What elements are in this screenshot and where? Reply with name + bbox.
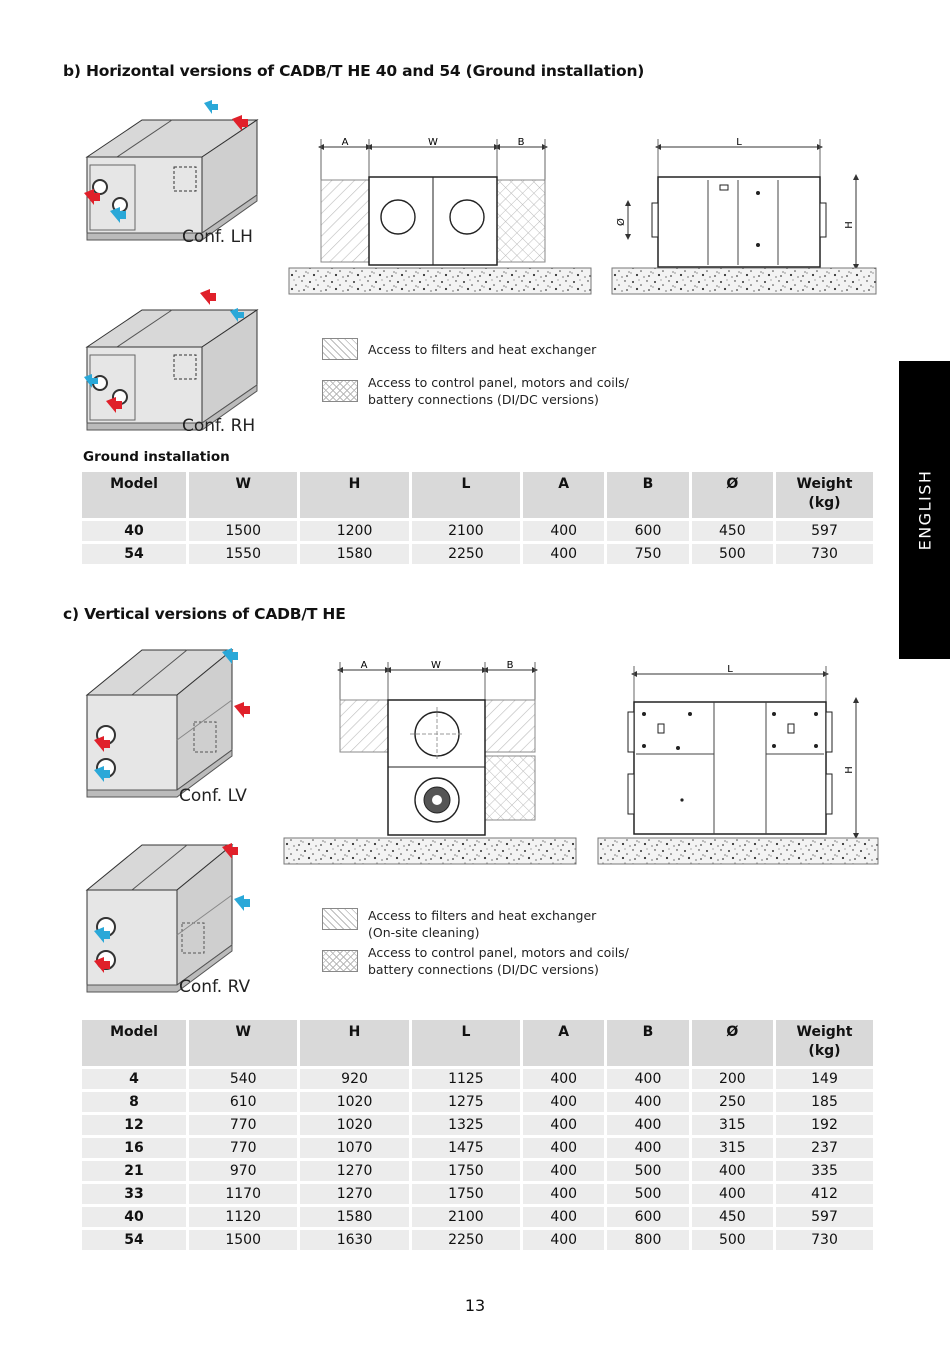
legend-text-filters-line2: (On-site cleaning) (368, 925, 480, 940)
cell-diameter: 315 (692, 1138, 773, 1158)
cell-l: 1750 (412, 1184, 520, 1204)
table-row (82, 1207, 873, 1227)
cell-weight: 149 (776, 1069, 873, 1089)
cell-a: 400 (523, 521, 604, 541)
cell-weight: 597 (776, 521, 873, 541)
header-weight-line2: (kg) (808, 1043, 841, 1059)
cell-l: 2250 (412, 544, 520, 564)
legend-text-filters (368, 907, 596, 941)
air-intake-arrow-icon (204, 100, 218, 114)
header-weight-line1: Weight (796, 1024, 853, 1040)
cell-l: 2100 (412, 521, 520, 541)
air-intake-arrow-icon (234, 895, 250, 911)
cell-h: 1270 (300, 1161, 408, 1181)
cell-weight: 597 (776, 1207, 873, 1227)
header-weight (776, 472, 873, 518)
cell-diameter: 500 (692, 544, 773, 564)
cell-w: 1550 (189, 544, 297, 564)
cell-l: 2250 (412, 1230, 520, 1250)
cell-a: 400 (523, 1184, 604, 1204)
legend-text-filters: Access to filters and heat exchanger (368, 342, 597, 357)
legend-text-control-line1: Access to control panel, motors and coils/ (368, 945, 629, 960)
header-weight (776, 1020, 873, 1066)
header-diameter: Ø (692, 472, 773, 518)
cell-b: 600 (607, 521, 688, 541)
cell-diameter: 450 (692, 1207, 773, 1227)
cell-b: 500 (607, 1161, 688, 1181)
cell-model: 4 (82, 1069, 186, 1089)
cell-weight: 185 (776, 1092, 873, 1112)
cell-h: 1020 (300, 1115, 408, 1135)
header-model: Model (82, 1020, 186, 1066)
cell-model: 33 (82, 1184, 186, 1204)
legend-swatch-filters (322, 908, 358, 930)
legend-swatch-control (322, 950, 358, 972)
dim-label-b: B (517, 137, 525, 148)
legend-text-control (368, 944, 629, 978)
cell-diameter: 400 (692, 1184, 773, 1204)
cell-a: 400 (523, 1207, 604, 1227)
cell-weight: 237 (776, 1138, 873, 1158)
cell-l: 1125 (412, 1069, 520, 1089)
dim-label-a: A (341, 137, 349, 148)
cell-diameter: 250 (692, 1092, 773, 1112)
cell-model: 12 (82, 1115, 186, 1135)
cell-weight: 412 (776, 1184, 873, 1204)
table-row (82, 1115, 873, 1135)
dim-label-h: H (844, 766, 855, 774)
cell-h: 1580 (300, 544, 408, 564)
page-number: 13 (464, 1296, 486, 1315)
dim-label-b: B (506, 660, 514, 671)
legend-text-control (368, 374, 629, 408)
header-a: A (523, 472, 604, 518)
cell-b: 600 (607, 1207, 688, 1227)
cell-model: 21 (82, 1161, 186, 1181)
unit-illustration-lv (82, 640, 272, 810)
header-h: H (300, 1020, 408, 1066)
cell-diameter: 200 (692, 1069, 773, 1089)
header-a: A (523, 1020, 604, 1066)
header-b: B (607, 472, 688, 518)
horizontal-side-view-drawing (608, 125, 880, 300)
cell-b: 500 (607, 1184, 688, 1204)
legend-text-control-line1: Access to control panel, motors and coils/ (368, 375, 629, 390)
table-row (82, 544, 873, 564)
conf-rv-label: Conf. RV (179, 977, 251, 997)
header-l: L (412, 1020, 520, 1066)
cell-b: 400 (607, 1092, 688, 1112)
cell-weight: 192 (776, 1115, 873, 1135)
cell-l: 1750 (412, 1161, 520, 1181)
dim-label-w: W (431, 660, 441, 671)
cell-w: 1170 (189, 1184, 297, 1204)
table-row (82, 1230, 873, 1250)
cell-diameter: 450 (692, 521, 773, 541)
dim-label-h: H (844, 221, 855, 229)
horizontal-front-view-drawing (285, 125, 595, 300)
air-exhaust-arrow-icon (200, 289, 216, 305)
legend-swatch-filters (322, 338, 358, 360)
cell-a: 400 (523, 1138, 604, 1158)
cell-w: 1500 (189, 1230, 297, 1250)
vertical-versions-table (79, 1017, 876, 1253)
cell-l: 1475 (412, 1138, 520, 1158)
cell-h: 1270 (300, 1184, 408, 1204)
cell-h: 1630 (300, 1230, 408, 1250)
cell-a: 400 (523, 1069, 604, 1089)
cell-b: 800 (607, 1230, 688, 1250)
legend-text-control-line2: battery connections (DI/DC versions) (368, 392, 599, 407)
section-c-heading: c) Vertical versions of CADB/T HE (63, 605, 346, 623)
cell-model: 54 (82, 544, 186, 564)
section-b-heading: b) Horizontal versions of CADB/T HE 40 and 54 (Ground installation) (63, 62, 645, 80)
conf-rh-label: Conf. RH (182, 416, 256, 436)
cell-b: 400 (607, 1069, 688, 1089)
cell-w: 770 (189, 1115, 297, 1135)
header-b: B (607, 1020, 688, 1066)
legend-text-filters-line1: Access to filters and heat exchanger (368, 908, 597, 923)
cell-h: 920 (300, 1069, 408, 1089)
table-row (82, 521, 873, 541)
table-header-row (82, 472, 873, 518)
cell-model: 40 (82, 521, 186, 541)
table-row (82, 1092, 873, 1112)
legend-swatch-control (322, 380, 358, 402)
cell-weight: 730 (776, 1230, 873, 1250)
conf-lh-label: Conf. LH (182, 227, 253, 247)
dim-label-a: A (360, 660, 368, 671)
cell-b: 400 (607, 1115, 688, 1135)
conf-lv-label: Conf. LV (179, 786, 247, 806)
table-row (82, 1161, 873, 1181)
cell-h: 1580 (300, 1207, 408, 1227)
table-row (82, 1184, 873, 1204)
cell-a: 400 (523, 1161, 604, 1181)
ground-installation-table (79, 469, 876, 567)
cell-weight: 730 (776, 544, 873, 564)
header-diameter: Ø (692, 1020, 773, 1066)
cell-weight: 335 (776, 1161, 873, 1181)
cell-diameter: 500 (692, 1230, 773, 1250)
header-w: W (189, 472, 297, 518)
cell-h: 1070 (300, 1138, 408, 1158)
cell-a: 400 (523, 1230, 604, 1250)
cell-b: 750 (607, 544, 688, 564)
cell-l: 1325 (412, 1115, 520, 1135)
cell-a: 400 (523, 544, 604, 564)
header-l: L (412, 472, 520, 518)
header-weight-line2: (kg) (808, 495, 841, 511)
unit-illustration-rv (82, 835, 272, 1000)
table-row (82, 1069, 873, 1089)
cell-w: 1500 (189, 521, 297, 541)
vertical-front-view-drawing (280, 652, 580, 870)
language-side-tab (899, 361, 950, 659)
dim-label-l: L (736, 137, 742, 148)
cell-h: 1020 (300, 1092, 408, 1112)
cell-l: 2100 (412, 1207, 520, 1227)
header-h: H (300, 472, 408, 518)
table-header-row (82, 1020, 873, 1066)
header-w: W (189, 1020, 297, 1066)
cell-w: 970 (189, 1161, 297, 1181)
table-row (82, 1138, 873, 1158)
vertical-side-view-drawing (594, 652, 884, 870)
cell-model: 16 (82, 1138, 186, 1158)
dim-label-l: L (727, 664, 733, 675)
cell-h: 1200 (300, 521, 408, 541)
cell-l: 1275 (412, 1092, 520, 1112)
language-side-tab-label: ENGLISH (915, 469, 934, 551)
cell-model: 8 (82, 1092, 186, 1112)
cell-w: 1120 (189, 1207, 297, 1227)
cell-model: 40 (82, 1207, 186, 1227)
header-model: Model (82, 472, 186, 518)
cell-diameter: 315 (692, 1115, 773, 1135)
cell-a: 400 (523, 1092, 604, 1112)
cell-w: 770 (189, 1138, 297, 1158)
cell-b: 400 (607, 1138, 688, 1158)
header-weight-line1: Weight (796, 476, 853, 492)
cell-w: 540 (189, 1069, 297, 1089)
dim-label-w: W (428, 137, 438, 148)
legend-text-control-line2: battery connections (DI/DC versions) (368, 962, 599, 977)
cell-diameter: 400 (692, 1161, 773, 1181)
cell-model: 54 (82, 1230, 186, 1250)
cell-w: 610 (189, 1092, 297, 1112)
air-exhaust-arrow-icon (234, 702, 250, 718)
cell-a: 400 (523, 1115, 604, 1135)
ground-installation-title: Ground installation (83, 449, 230, 465)
dim-label-diameter: Ø (616, 218, 627, 226)
